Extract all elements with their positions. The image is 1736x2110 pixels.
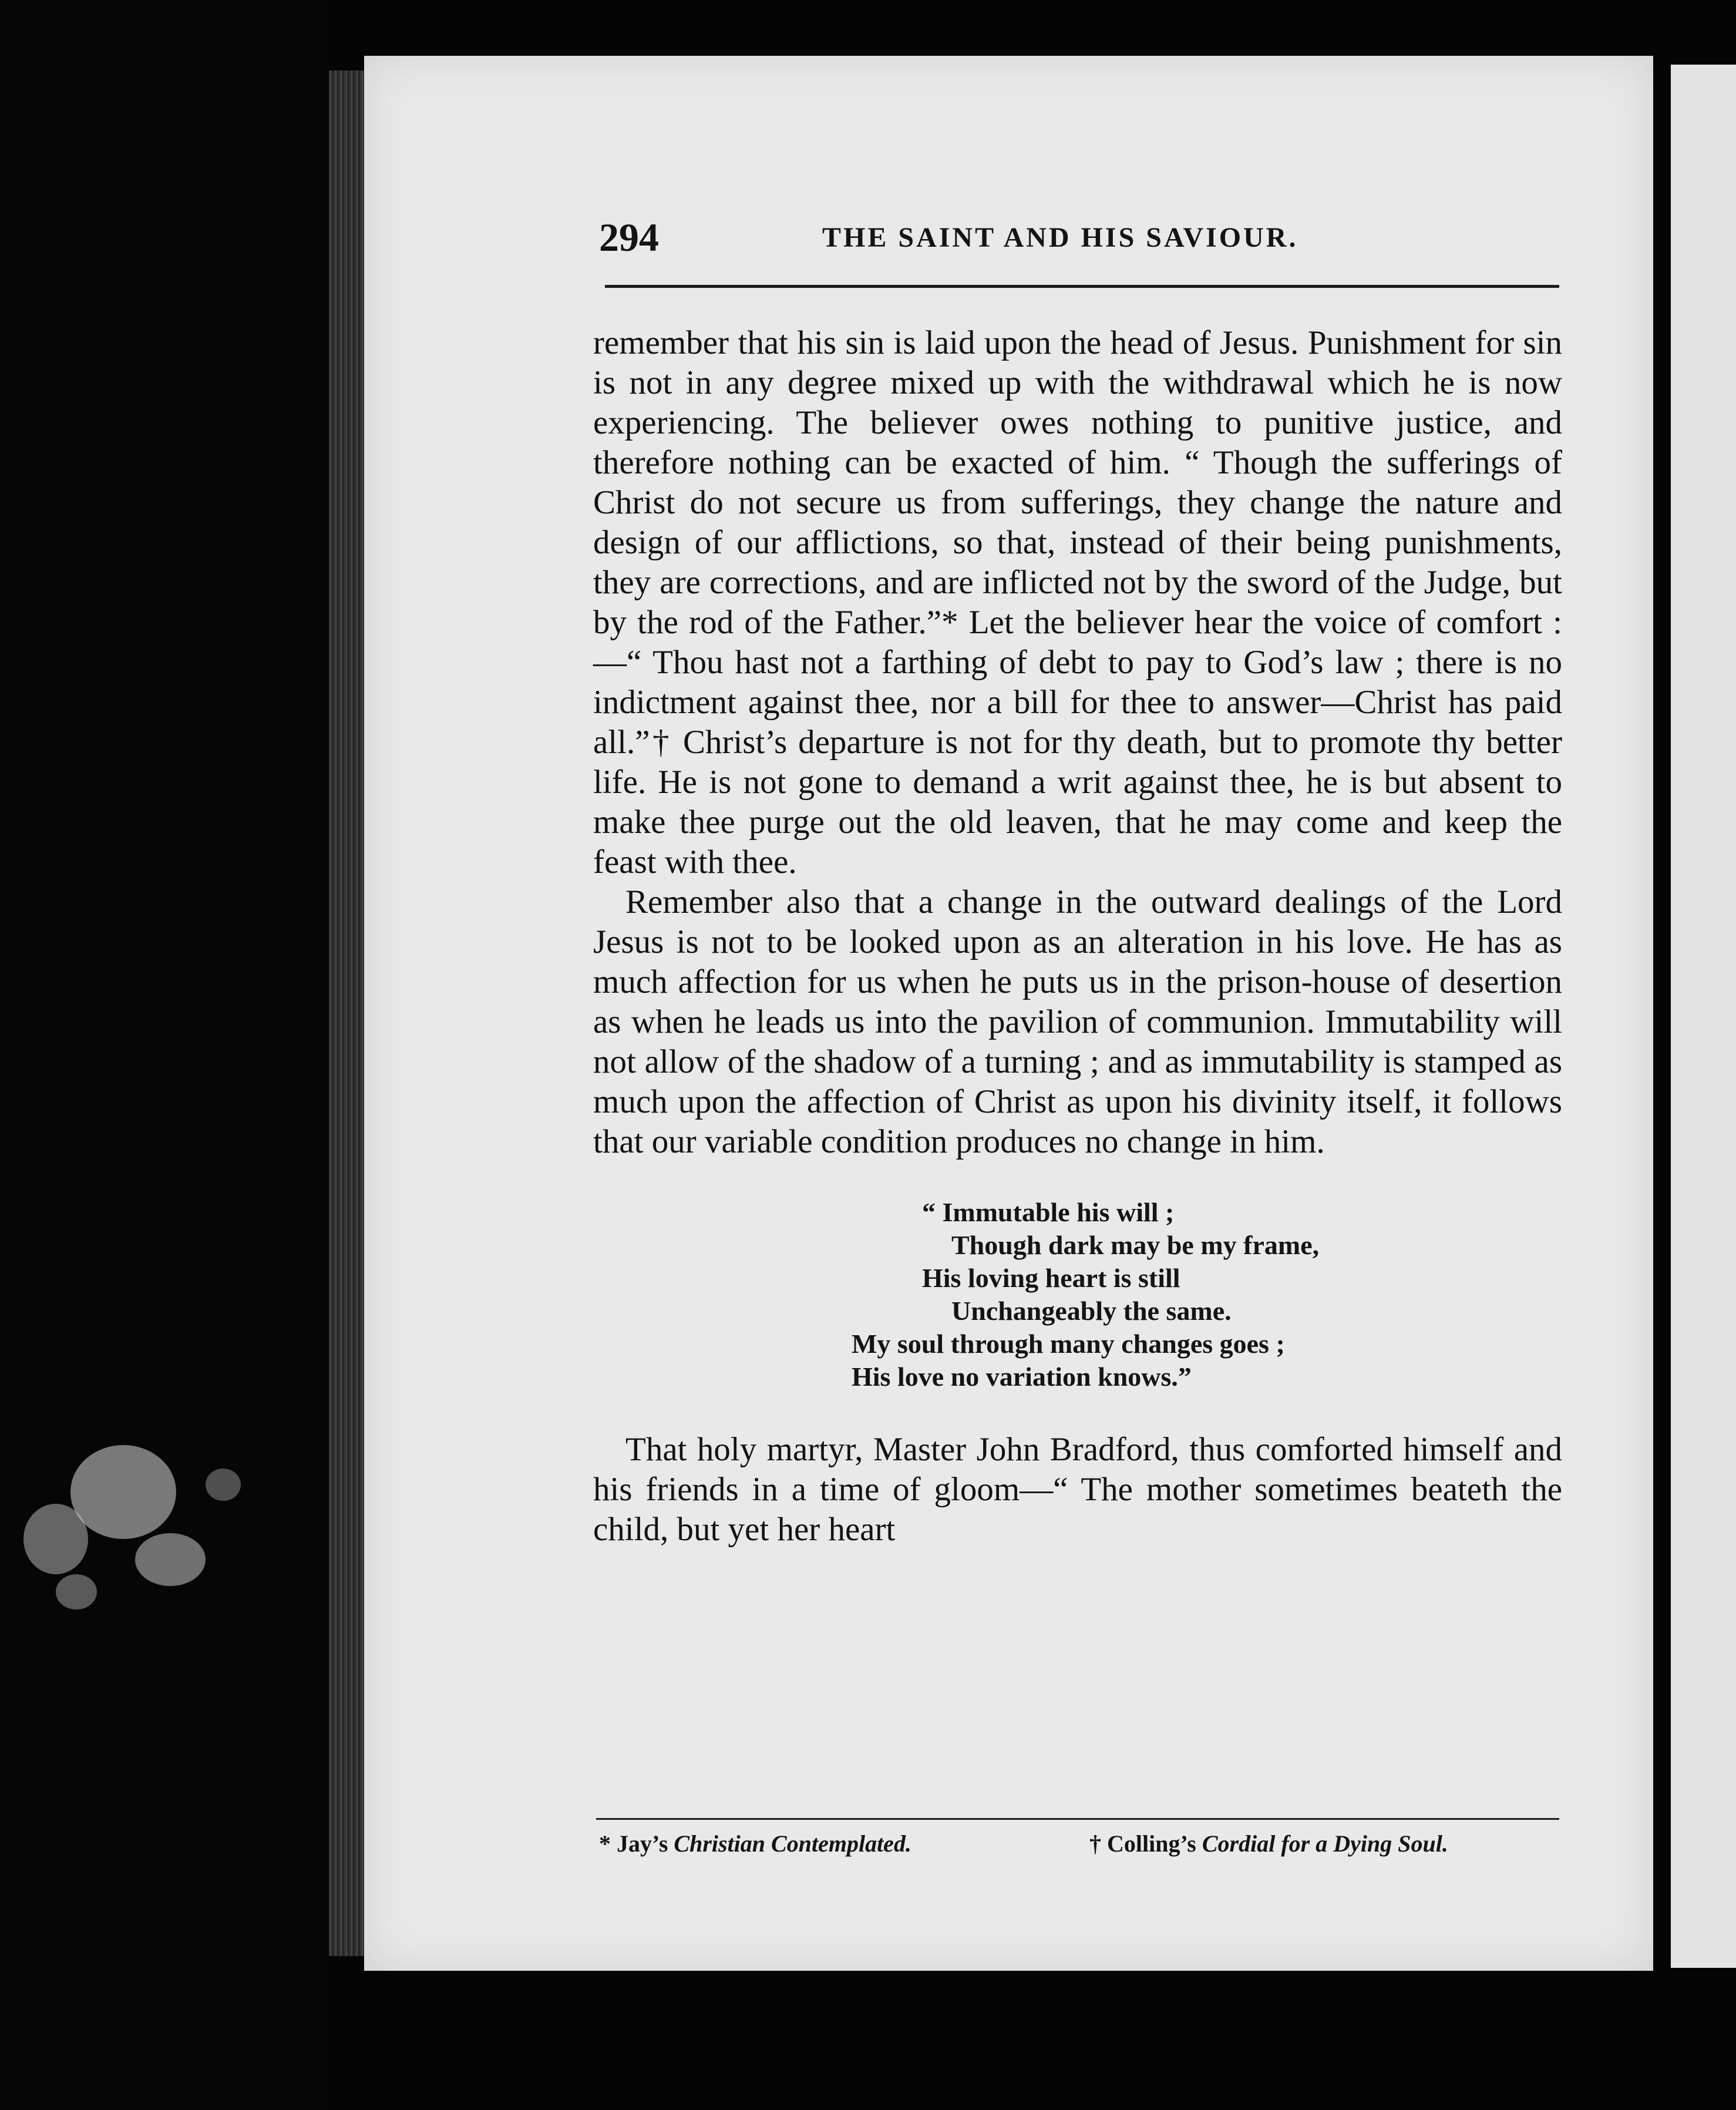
header-rule (605, 285, 1559, 288)
poem-line: His love no variation knows.” (852, 1362, 1192, 1392)
poem-stanza (593, 1196, 1562, 1393)
paragraph-1: remember that his sin is laid upon the head of Jesus. Punishment for sin is not in any degree mixed up with the withdrawal which he is now experiencing. The believer owes nothing to punitive justice, and therefore nothing can be exacted of him. “ Though the sufferings of Christ do not secure us from sufferings, they change the nature and design of our afflictions, so that, instead of their being punishments, they are corrections, and are inflicted not by the sword of the Judge, but by the rod of the Father.”* Let the believer hear the voice of comfort : —“ Thou hast not a farthing of debt to pay to God’s law ; there is no indictment against thee, nor a bill for thee to answer—Christ has paid all.”† Christ’s departure is not for thy death, but to promote thy better life. He is not gone to demand a writ against thee, he is but absent to make thee purge out the old leaven, that he may come and keep the feast with thee. (593, 324, 1562, 881)
footnote-1 (599, 1830, 911, 1857)
poem-line: His loving heart is still (922, 1263, 1180, 1293)
page-body (593, 323, 1562, 1550)
footnote-2-title: Cordial for a Dying Soul. (1202, 1830, 1448, 1857)
paragraph-3: That holy martyr, Master John Bradford, thus comforted himself and his friends in a time of gloom—“ The mother sometimes beateth the child, but yet her heart (593, 1431, 1562, 1548)
paragraph-2: Remember also that a change in the outward dealings of the Lord Jesus is not to be looked upon as an alteration in his love. He has as much affection for us when he puts us in the prison-house of desertion as when he leads us into the pavilion of communion. Immutability will not allow of the shadow of a turning ; and as immutability is stamped as much upon the affection of Christ as upon his divinity itself, it follows that our variable condition produces no change in him. (593, 883, 1562, 1160)
footnote-2-source: † Colling’s (1089, 1830, 1202, 1857)
scan-speck (23, 1504, 88, 1574)
poem-line: My soul through many changes goes ; (852, 1329, 1285, 1359)
footnote-rule (596, 1818, 1559, 1820)
book-page (364, 56, 1653, 1971)
poem-line: Though dark may be my frame, (951, 1230, 1320, 1260)
scan-speck (56, 1574, 97, 1610)
footnote-2 (1089, 1830, 1448, 1857)
scan-speck (135, 1533, 206, 1586)
page-header (599, 214, 1609, 279)
scan-speck (206, 1469, 241, 1501)
scan-speck (70, 1445, 176, 1539)
book-spine-shadow (0, 0, 329, 2110)
footnote-1-title: Christian Contemplated. (674, 1830, 911, 1857)
adjacent-page-edge (1671, 65, 1736, 1968)
poem-line: Unchangeably the same. (951, 1296, 1232, 1326)
footnote-1-source: * Jay’s (599, 1830, 674, 1857)
poem-line: “ Immutable his will ; (922, 1197, 1175, 1227)
page-number: 294 (599, 215, 659, 260)
running-title: THE SAINT AND HIS SAVIOUR. (822, 222, 1298, 253)
footnotes (599, 1830, 1562, 1865)
